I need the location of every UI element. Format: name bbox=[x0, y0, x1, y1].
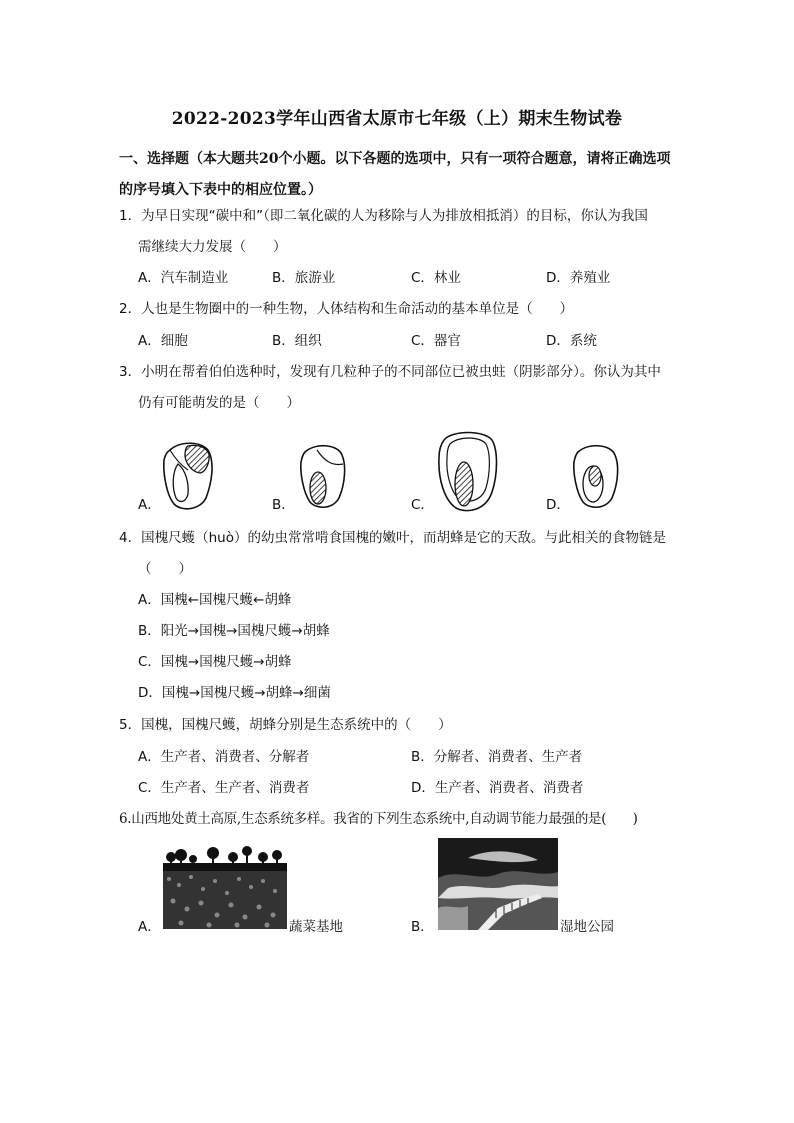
question-6-option-a: A． bbox=[138, 919, 161, 935]
question-3-line-1: 3．小明在帮着伯伯选种时，发现有几粒种子的不同部位已被虫蛀（阴影部分）。你认为其中 bbox=[119, 364, 661, 380]
section-heading: 一、选择题（本大题共20个小题。以下各题的选项中，只有一项符合题意，请将正确选项的序号填入下表中的相应位置。） bbox=[119, 151, 671, 198]
exam-title: 2022-2023学年山西省太原市七年级（上）期末生物试卷 bbox=[171, 109, 623, 129]
question-4-option-c: C．国槐→国槐尺蠖→胡蜂 bbox=[138, 654, 292, 670]
seed-figure-d bbox=[570, 444, 622, 510]
question-3-line-2: 仍有可能萌发的是（ ） bbox=[138, 395, 300, 411]
seed-figure-a bbox=[160, 442, 216, 512]
wetland-park-photo bbox=[438, 838, 558, 930]
question-2-option-b: B．组织 bbox=[272, 333, 322, 349]
question-4-line-2: （ ） bbox=[138, 561, 192, 577]
question-4-line-1: 4．国槐尺蠖（huò）的幼虫常常啃食国槐的嫩叶，而胡蜂是它的天敌。与此相关的食物链是 bbox=[119, 530, 666, 546]
question-1-option-c: C．林业 bbox=[411, 270, 461, 286]
question-5-option-c: C．生产者、生产者、消费者 bbox=[138, 780, 310, 796]
question-6-option-b: B． bbox=[411, 919, 434, 935]
question-2-line-1: 2．人也是生物圈中的一种生物，人体结构和生命活动的基本单位是（ ） bbox=[119, 301, 574, 317]
wetland-park-caption: 湿地公园 bbox=[560, 919, 614, 935]
question-4-option-a: A．国槐←国槐尺蠖←胡蜂 bbox=[138, 592, 292, 608]
seed-figure-c bbox=[436, 430, 500, 516]
question-5-option-b: B．分解者、消费者、生产者 bbox=[411, 749, 583, 765]
question-2-option-a: A．细胞 bbox=[138, 333, 188, 349]
question-5-line-1: 5．国槐，国槐尺蠖，胡蜂分别是生态系统中的（ ） bbox=[119, 717, 452, 733]
question-3-option-b: B． bbox=[272, 497, 295, 513]
question-4-option-b: B．阳光→国槐→国槐尺蠖→胡蜂 bbox=[138, 623, 330, 639]
question-1-option-a: A．汽车制造业 bbox=[138, 270, 229, 286]
question-3-option-a: A． bbox=[138, 497, 161, 513]
question-2-option-c: C．器官 bbox=[411, 333, 461, 349]
question-6-line-1: 6.山西地处黄土高原,生态系统多样。我省的下列生态系统中,自动调节能力最强的是( ) bbox=[119, 811, 638, 827]
question-1-line-1: 1．为早日实现“碳中和”（即二氧化碳的人为移除与人为排放相抵消）的目标，你认为我国 bbox=[119, 208, 648, 224]
seed-figure-b bbox=[297, 444, 349, 510]
question-4-option-d: D．国槐→国槐尺蠖→胡蜂→细菌 bbox=[138, 685, 331, 701]
vegetable-base-caption: 蔬菜基地 bbox=[289, 919, 343, 935]
question-2-option-d: D．系统 bbox=[546, 333, 597, 349]
question-1-option-b: B．旅游业 bbox=[272, 270, 336, 286]
question-3-option-c: C． bbox=[411, 497, 434, 513]
question-5-option-a: A．生产者、消费者、分解者 bbox=[138, 749, 310, 765]
question-1-line-2: 需继续大力发展（ ） bbox=[138, 239, 287, 255]
question-5-option-d: D．生产者、消费者、消费者 bbox=[411, 780, 584, 796]
vegetable-base-photo bbox=[163, 845, 287, 929]
question-3-option-d: D． bbox=[546, 497, 570, 513]
question-1-option-d: D．养殖业 bbox=[546, 270, 611, 286]
